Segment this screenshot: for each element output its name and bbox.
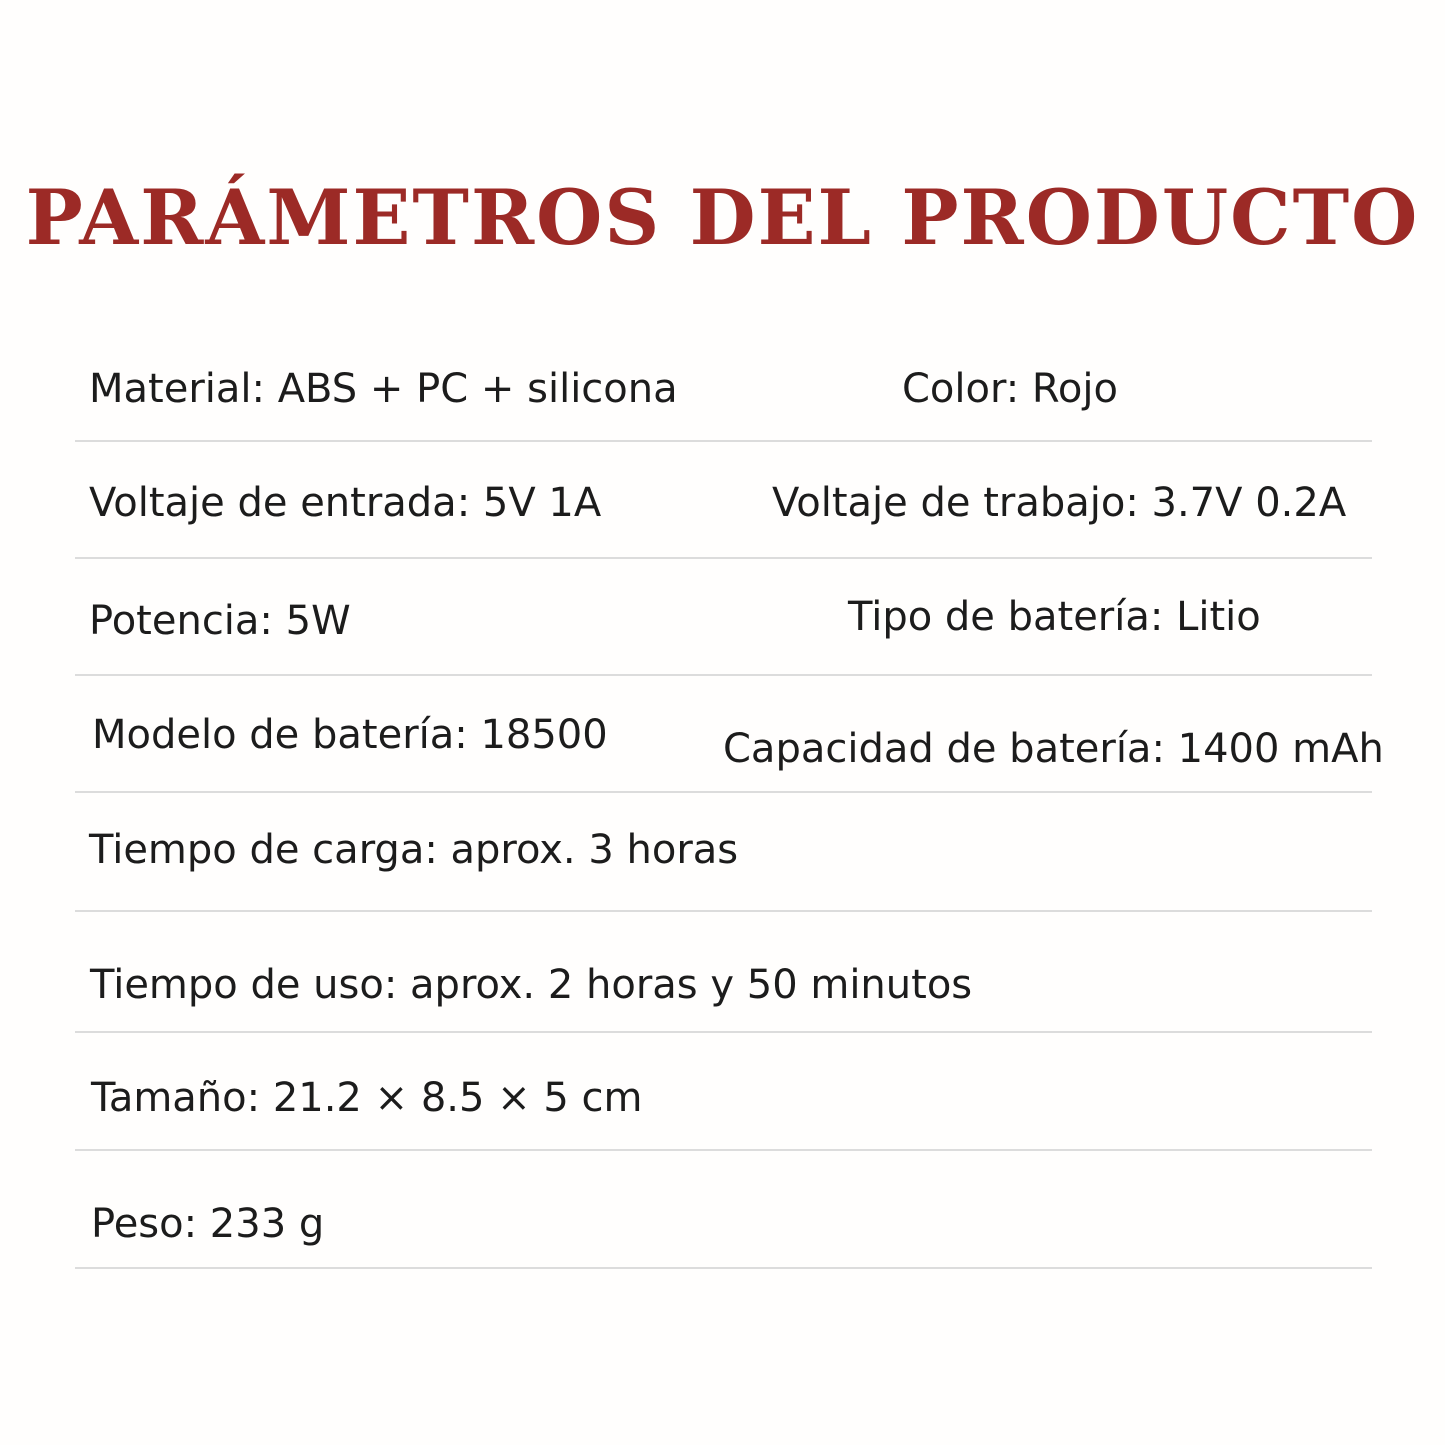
row-divider <box>75 1149 1372 1151</box>
param-material: Material: ABS + PC + silicona <box>89 366 678 412</box>
param-working-voltage: Voltaje de trabajo: 3.7V 0.2A <box>772 480 1347 526</box>
param-input-voltage: Voltaje de entrada: 5V 1A <box>89 480 602 526</box>
parameters-table <box>75 0 1384 1445</box>
row-divider <box>75 440 1372 442</box>
row-divider <box>75 1031 1372 1033</box>
param-power: Potencia: 5W <box>89 598 351 644</box>
row-divider <box>75 674 1372 676</box>
param-size: Tamaño: 21.2 × 8.5 × 5 cm <box>91 1075 643 1121</box>
row-divider <box>75 1267 1372 1269</box>
param-battery-model: Modelo de batería: 18500 <box>92 712 608 758</box>
page-title: PARÁMETROS DEL PRODUCTO <box>25 173 1420 262</box>
param-battery-capacity: Capacidad de batería: 1400 mAh <box>723 726 1384 772</box>
param-color: Color: Rojo <box>902 366 1118 412</box>
param-charge-time: Tiempo de carga: aprox. 3 horas <box>89 827 739 873</box>
row-divider <box>75 557 1372 559</box>
row-divider <box>75 791 1372 793</box>
param-usage-time: Tiempo de uso: aprox. 2 horas y 50 minutos <box>90 962 973 1008</box>
row-divider <box>75 910 1372 912</box>
param-weight: Peso: 233 g <box>91 1201 325 1247</box>
param-battery-type: Tipo de batería: Litio <box>848 594 1261 640</box>
